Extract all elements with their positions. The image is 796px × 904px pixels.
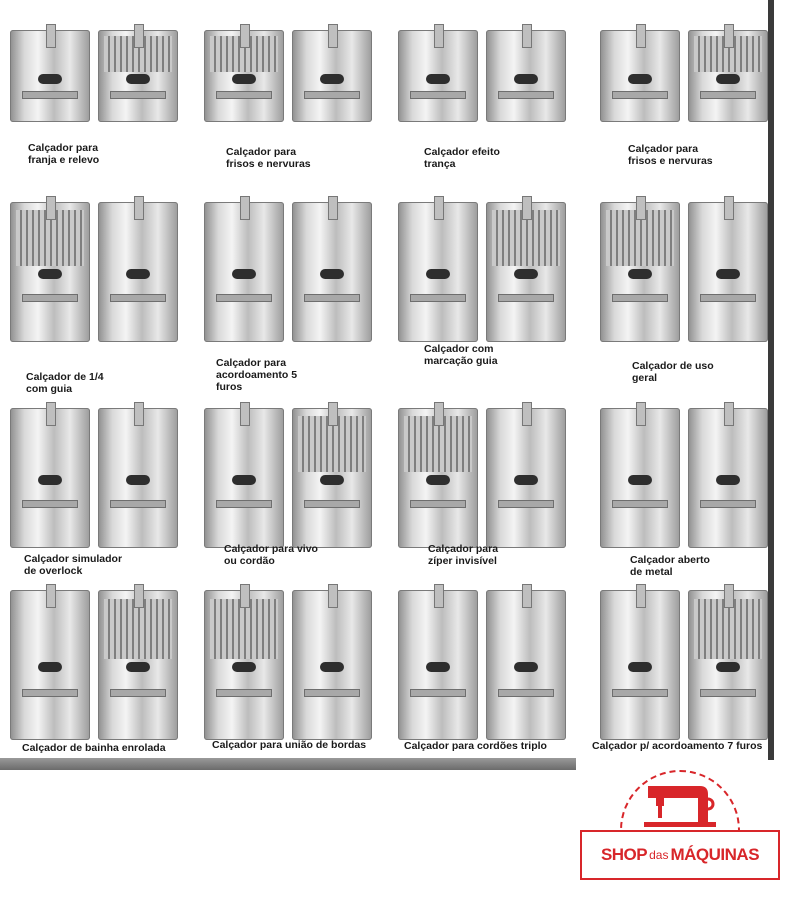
foot-bar <box>498 500 554 508</box>
presser-foot-front-image <box>600 590 680 740</box>
presser-foot-caption <box>28 142 99 166</box>
presser-foot-back-image <box>486 202 566 342</box>
foot-slot <box>320 475 344 485</box>
foot-slot <box>514 74 538 84</box>
caption-line: zíper invisível <box>428 555 497 567</box>
presser-foot-front-image <box>204 408 284 548</box>
presser-foot-back-image <box>486 590 566 740</box>
foot-slot <box>716 475 740 485</box>
foot-stem <box>46 196 56 220</box>
foot-slot <box>320 74 344 84</box>
foot-bar <box>498 294 554 302</box>
foot-bar <box>700 91 756 99</box>
foot-stem <box>636 24 646 48</box>
foot-stem <box>240 584 250 608</box>
foot-bar <box>22 500 78 508</box>
foot-slot <box>426 269 450 279</box>
presser-foot-front-image <box>600 202 680 342</box>
caption-line: Calçador para cordões triplo <box>404 740 547 752</box>
foot-slot <box>716 269 740 279</box>
foot-ribs <box>210 599 277 659</box>
presser-foot-front-image <box>10 30 90 122</box>
caption-line: Calçador p/ acordoamento 7 furos <box>592 740 763 752</box>
foot-stem <box>240 402 250 426</box>
presser-foot-front-image <box>204 202 284 342</box>
foot-slot <box>126 475 150 485</box>
caption-line: Calçador para <box>226 146 297 158</box>
foot-bar <box>612 91 668 99</box>
presser-foot-back-image <box>292 590 372 740</box>
presser-foot-caption <box>424 146 500 170</box>
foot-stem <box>522 24 532 48</box>
foot-stem <box>724 402 734 426</box>
caption-line: Calçador para <box>628 143 699 155</box>
foot-slot <box>320 662 344 672</box>
foot-bar <box>304 91 360 99</box>
foot-bar <box>110 689 166 697</box>
foot-bar <box>216 91 272 99</box>
presser-foot-front-image <box>600 30 680 122</box>
foot-stem <box>240 24 250 48</box>
caption-line: Calçador para vivo <box>224 543 318 555</box>
presser-foot-back-image <box>98 408 178 548</box>
foot-bar <box>700 689 756 697</box>
foot-stem <box>636 196 646 220</box>
right-edge-bar <box>768 0 774 760</box>
foot-bar <box>304 294 360 302</box>
caption-line: Calçador para <box>216 357 287 369</box>
presser-foot-front-image <box>10 202 90 342</box>
presser-foot-front-image <box>204 590 284 740</box>
presser-foot-back-image <box>688 202 768 342</box>
foot-stem <box>46 402 56 426</box>
presser-foot-front-image <box>10 408 90 548</box>
presser-foot-caption <box>630 554 710 578</box>
caption-line: geral <box>632 372 658 384</box>
foot-bar <box>304 500 360 508</box>
foot-slot <box>38 475 62 485</box>
caption-line: Calçador de 1/4 <box>26 371 104 383</box>
foot-bar <box>612 689 668 697</box>
caption-line: Calçador aberto <box>630 554 710 566</box>
foot-slot <box>514 269 538 279</box>
caption-line: de metal <box>630 566 673 578</box>
presser-foot-caption <box>212 739 366 751</box>
sewing-machine-icon <box>642 782 718 828</box>
foot-slot <box>716 74 740 84</box>
caption-line: ou cordão <box>224 555 275 567</box>
foot-ribs <box>104 599 171 659</box>
foot-bar <box>216 500 272 508</box>
foot-bar <box>110 500 166 508</box>
foot-bar <box>22 91 78 99</box>
foot-bar <box>110 91 166 99</box>
foot-slot <box>514 662 538 672</box>
presser-foot-caption <box>424 343 498 367</box>
foot-slot <box>320 269 344 279</box>
logo-wordmark-box <box>580 830 780 880</box>
foot-stem <box>636 402 646 426</box>
foot-slot <box>628 269 652 279</box>
foot-bar <box>110 294 166 302</box>
presser-foot-front-image <box>398 202 478 342</box>
foot-slot <box>232 269 256 279</box>
foot-stem <box>724 196 734 220</box>
foot-slot <box>126 269 150 279</box>
presser-foot-caption <box>26 371 104 395</box>
presser-foot-caption <box>24 553 122 577</box>
foot-stem <box>434 24 444 48</box>
foot-slot <box>38 269 62 279</box>
foot-slot <box>38 662 62 672</box>
foot-slot <box>628 74 652 84</box>
foot-slot <box>232 74 256 84</box>
foot-slot <box>38 74 62 84</box>
foot-stem <box>522 584 532 608</box>
caption-line: marcação guia <box>424 355 498 367</box>
foot-bar <box>612 500 668 508</box>
presser-foot-back-image <box>98 202 178 342</box>
foot-slot <box>232 662 256 672</box>
foot-slot <box>426 662 450 672</box>
presser-foot-back-image <box>292 408 372 548</box>
shop-das-maquinas-logo <box>580 768 780 880</box>
foot-slot <box>628 475 652 485</box>
foot-stem <box>328 196 338 220</box>
foot-ribs <box>694 599 761 659</box>
foot-stem <box>46 24 56 48</box>
presser-foot-back-image <box>688 408 768 548</box>
presser-foot-front-image <box>398 590 478 740</box>
foot-bar <box>612 294 668 302</box>
caption-line: Calçador para <box>28 142 99 154</box>
foot-bar <box>22 689 78 697</box>
presser-foot-back-image <box>98 590 178 740</box>
foot-stem <box>724 584 734 608</box>
presser-foot-caption <box>592 740 762 752</box>
presser-foot-caption <box>428 543 498 567</box>
caption-line: frisos e nervuras <box>226 158 311 170</box>
presser-foot-caption <box>224 543 318 567</box>
caption-line: com guia <box>26 383 73 395</box>
foot-stem <box>328 24 338 48</box>
caption-line: Calçador de bainha enrolada <box>22 742 166 754</box>
caption-line: de overlock <box>24 565 83 577</box>
foot-bar <box>700 500 756 508</box>
presser-foot-back-image <box>292 30 372 122</box>
caption-line: frisos e nervuras <box>628 155 713 167</box>
foot-slot <box>426 475 450 485</box>
caption-line: Calçador efeito <box>424 146 500 158</box>
foot-bar <box>498 689 554 697</box>
presser-foot-front-image <box>204 30 284 122</box>
foot-stem <box>434 402 444 426</box>
foot-stem <box>240 196 250 220</box>
presser-foot-caption <box>632 360 714 384</box>
foot-stem <box>434 196 444 220</box>
presser-foot-back-image <box>486 408 566 548</box>
foot-stem <box>134 402 144 426</box>
foot-stem <box>328 584 338 608</box>
foot-bar <box>304 689 360 697</box>
foot-stem <box>724 24 734 48</box>
presser-foot-front-image <box>398 30 478 122</box>
caption-line: Calçador com <box>424 343 494 355</box>
foot-stem <box>522 196 532 220</box>
foot-stem <box>636 584 646 608</box>
presser-foot-back-image <box>688 30 768 122</box>
presser-foot-caption <box>628 143 713 167</box>
foot-stem <box>434 584 444 608</box>
presser-foot-caption <box>404 740 547 752</box>
presser-foot-back-image <box>98 30 178 122</box>
foot-bar <box>410 500 466 508</box>
foot-bar <box>22 294 78 302</box>
foot-slot <box>126 74 150 84</box>
caption-line: trança <box>424 158 456 170</box>
caption-line: Calçador para <box>428 543 499 555</box>
logo-maquinas-text: MÁQUINAS <box>670 845 760 864</box>
foot-stem <box>46 584 56 608</box>
foot-bar <box>410 689 466 697</box>
foot-slot <box>514 475 538 485</box>
presser-foot-back-image <box>486 30 566 122</box>
presser-foot-back-image <box>688 590 768 740</box>
foot-bar <box>216 294 272 302</box>
caption-line: Calçador para união de bordas <box>212 739 367 751</box>
caption-line: acordoamento 5 <box>216 369 298 381</box>
bottom-edge-strip <box>0 758 576 770</box>
presser-foot-back-image <box>292 202 372 342</box>
caption-line: franja e relevo <box>28 154 100 166</box>
foot-slot <box>716 662 740 672</box>
foot-stem <box>328 402 338 426</box>
foot-stem <box>134 24 144 48</box>
presser-foot-front-image <box>398 408 478 548</box>
logo-shop-text: SHOP <box>600 845 648 864</box>
foot-bar <box>216 689 272 697</box>
presser-foot-front-image <box>10 590 90 740</box>
presser-foot-front-image <box>600 408 680 548</box>
foot-bar <box>410 294 466 302</box>
foot-stem <box>134 196 144 220</box>
presser-foot-caption <box>216 357 297 393</box>
foot-stem <box>134 584 144 608</box>
caption-line: furos <box>216 381 243 393</box>
caption-line: Calçador de uso <box>632 360 714 372</box>
foot-slot <box>126 662 150 672</box>
foot-slot <box>426 74 450 84</box>
logo-das-text: das <box>649 848 669 862</box>
foot-stem <box>522 402 532 426</box>
foot-bar <box>410 91 466 99</box>
foot-bar <box>700 294 756 302</box>
caption-line: Calçador simulador <box>24 553 123 565</box>
foot-slot <box>232 475 256 485</box>
presser-foot-caption <box>22 742 166 754</box>
foot-bar <box>498 91 554 99</box>
presser-foot-caption <box>226 146 311 170</box>
foot-slot <box>628 662 652 672</box>
